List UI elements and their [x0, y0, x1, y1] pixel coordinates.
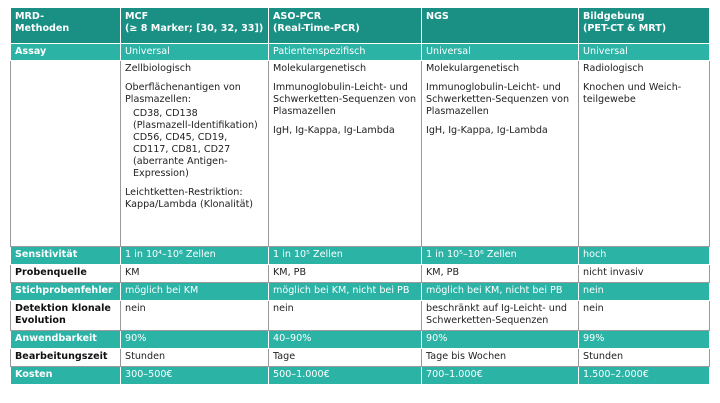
cell: nein	[121, 301, 269, 331]
cell: KM	[121, 265, 269, 283]
cell-ngs-details: Molekulargenetisch Immunoglobulin-Leicht- und Schwerketten-Sequenzen von Plasmazellen IgH, Ig-Kappa, Ig-Lambda	[422, 61, 579, 247]
cell: KM, PB	[422, 265, 579, 283]
cell: 1.500–2.000€	[579, 367, 710, 385]
cell: hoch	[579, 247, 710, 265]
cell: 700–1.000€	[422, 367, 579, 385]
cell: 1 in 10⁴–10⁶ Zellen	[121, 247, 269, 265]
cell: möglich bei KM	[121, 283, 269, 301]
cell-aso-pcr-details: Molekulargenetisch Immunoglobulin-Leicht- und Schwerketten-Sequenzen von Plasmazellen IgH, Ig-Kappa, Ig-Lambda	[269, 61, 422, 247]
row-label: Anwendbarkeit	[11, 331, 121, 349]
cell-imaging-details: Radiologisch Knochen und Weich-teilgewebe	[579, 61, 710, 247]
cell: 500–1.000€	[269, 367, 422, 385]
cell: Tage bis Wochen	[422, 349, 579, 367]
cell: Universal	[121, 44, 269, 61]
list-item: CD38, CD138	[133, 108, 198, 119]
cell: Stunden	[579, 349, 710, 367]
row-label-empty	[11, 61, 121, 247]
cell-mcf-details: Zellbiologisch Oberflächenantigen von Plasmazellen: CD38, CD138 (Plasmazell-Identifikation) CD56, CD45, CD19, CD117, CD81, CD27 (aberrante Antigen- Expression) Leichtketten-Restriktion: Kappa/Lambda (Klonalität)	[121, 61, 269, 247]
cell: nicht invasiv	[579, 265, 710, 283]
cell: beschränkt auf Ig-Leicht- und Schwerketten-Sequenzen	[422, 301, 579, 331]
table-header-row	[11, 8, 710, 44]
row-label: Assay	[11, 44, 121, 61]
mrd-methods-table-wrapper	[10, 7, 710, 385]
table-row-processing-time	[11, 349, 710, 367]
table-row-sampling-error	[11, 283, 710, 301]
cell: Universal	[579, 44, 710, 61]
table-row-sensitivity	[11, 247, 710, 265]
list-item: Expression)	[133, 168, 189, 179]
cell: 300–500€	[121, 367, 269, 385]
cell: Patientenspezifisch	[269, 44, 422, 61]
list-item: CD56, CD45, CD19,	[133, 132, 228, 143]
header-imaging: Bildgebung (PET-CT & MRT)	[579, 8, 710, 44]
row-label: Bearbeitungszeit	[11, 349, 121, 367]
cell: KM, PB	[269, 265, 422, 283]
list-item: (aberrante Antigen-	[133, 156, 228, 167]
header-mcf: MCF (≥ 8 Marker; [30, 32, 33])	[121, 8, 269, 44]
list-item: (Plasmazell-Identifikation)	[133, 120, 258, 131]
cell: Stunden	[121, 349, 269, 367]
cell: möglich bei KM, nicht bei PB	[269, 283, 422, 301]
table-row-costs	[11, 367, 710, 385]
cell: nein	[269, 301, 422, 331]
row-label: Probenquelle	[11, 265, 121, 283]
cell: 90%	[422, 331, 579, 349]
cell: 40–90%	[269, 331, 422, 349]
row-label: Sensitivität	[11, 247, 121, 265]
row-label: Kosten	[11, 367, 121, 385]
cell: 1 in 10⁵–10⁶ Zellen	[422, 247, 579, 265]
list-item: CD117, CD81, CD27	[133, 144, 231, 155]
table-row-clonal-evolution	[11, 301, 710, 331]
cell: 99%	[579, 331, 710, 349]
cell: Universal	[422, 44, 579, 61]
cell: Tage	[269, 349, 422, 367]
cell: 1 in 10⁵ Zellen	[269, 247, 422, 265]
table-row-source	[11, 265, 710, 283]
table-row-applicability	[11, 331, 710, 349]
table-row-assay	[11, 44, 710, 61]
antigen-list	[125, 108, 264, 180]
row-label: Stichprobenfehler	[11, 283, 121, 301]
row-label: Detektion klonale Evolution	[11, 301, 121, 331]
table-row-details	[11, 61, 710, 247]
cell: nein	[579, 301, 710, 331]
header-methods: MRD- Methoden	[11, 8, 121, 44]
header-aso-pcr: ASO-PCR (Real-Time-PCR)	[269, 8, 422, 44]
cell: möglich bei KM, nicht bei PB	[422, 283, 579, 301]
header-ngs: NGS	[422, 8, 579, 44]
cell: 90%	[121, 331, 269, 349]
mrd-methods-table	[10, 7, 710, 385]
cell: nein	[579, 283, 710, 301]
